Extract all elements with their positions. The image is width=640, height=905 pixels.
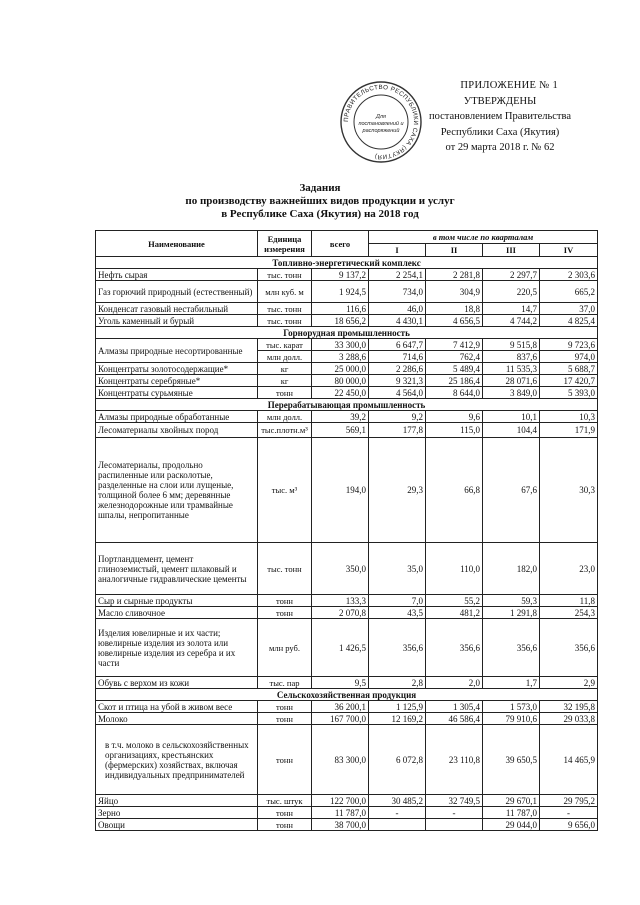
cell-name: Алмазы природные обработанные — [96, 411, 258, 423]
table-row — [96, 438, 598, 543]
cell-q1: 714,6 — [369, 351, 426, 363]
cell-q2: 46 586,4 — [426, 713, 483, 725]
table-row — [96, 281, 598, 303]
cell-q3: 356,6 — [483, 619, 540, 677]
cell-unit: тыс. тонн — [258, 269, 312, 281]
cell-unit: млн долл. — [258, 411, 312, 423]
cell-name: Зерно — [96, 807, 258, 819]
table-row — [96, 303, 598, 315]
table-row — [96, 339, 598, 351]
cell-unit: кг — [258, 375, 312, 387]
cell-name: Масло сливочное — [96, 607, 258, 619]
cell-total: 25 000,0 — [312, 363, 369, 375]
cell-q2: 9,6 — [426, 411, 483, 423]
cell-total: 22 450,0 — [312, 387, 369, 399]
cell-total: 350,0 — [312, 543, 369, 595]
cell-q4: 32 195,8 — [540, 701, 598, 713]
cell-total: 1 924,5 — [312, 281, 369, 303]
cell-q3: 28 071,6 — [483, 375, 540, 387]
cell-q4: 254,3 — [540, 607, 598, 619]
approval-line-3: от 29 марта 2018 г. № 62 — [445, 142, 555, 153]
section-row — [96, 399, 598, 411]
cell-q2: 5 489,4 — [426, 363, 483, 375]
cell-q4: 356,6 — [540, 619, 598, 677]
table-row — [96, 619, 598, 677]
cell-unit: тыс. м³ — [258, 438, 312, 543]
approved-label: УТВЕРЖДЕНЫ — [463, 95, 537, 107]
cell-q4: 974,0 — [540, 351, 598, 363]
cell-unit: млн куб. м — [258, 281, 312, 303]
heading-subtitle-1: по производству важнейших видов продукции и услуг — [185, 195, 455, 207]
cell-total: 83 300,0 — [312, 725, 369, 795]
cell-q3: 4 744,2 — [483, 315, 540, 327]
cell-q2: 32 749,5 — [426, 795, 483, 807]
cell-name: Газ горючий природный (естественный) — [96, 281, 258, 303]
cell-q4: 2,9 — [540, 677, 598, 689]
cell-name: Молоко — [96, 713, 258, 725]
cell-name: Портландцемент, цемент глиноземистый, цемент шлаковый и аналогичные гидравлические цементы — [96, 543, 258, 595]
cell-q2: 4 656,5 — [426, 315, 483, 327]
cell-q4: 9 723,6 — [540, 339, 598, 351]
cell-unit: млн долл. — [258, 351, 312, 363]
table-body — [96, 257, 598, 831]
cell-unit: тыс. тонн — [258, 543, 312, 595]
cell-q4: 4 825,4 — [540, 315, 598, 327]
cell-unit: млн руб. — [258, 619, 312, 677]
table-header — [96, 231, 598, 257]
table-row — [96, 269, 598, 281]
cell-unit: тыс. карат — [258, 339, 312, 351]
cell-q3: 11 787,0 — [483, 807, 540, 819]
cell-q4: 9 656,0 — [540, 819, 598, 831]
cell-q1: 734,0 — [369, 281, 426, 303]
cell-unit: тонн — [258, 387, 312, 399]
cell-q1 — [369, 819, 426, 831]
cell-name: Конденсат газовый нестабильный — [96, 303, 258, 315]
header-q4: IV — [540, 244, 598, 257]
cell-name: Концентраты сурьмяные — [96, 387, 258, 399]
cell-q2: 66,8 — [426, 438, 483, 543]
cell-name: Лесоматериалы хвойных пород — [96, 423, 258, 438]
cell-unit: тонн — [258, 725, 312, 795]
cell-total: 9,5 — [312, 677, 369, 689]
table-row — [96, 411, 598, 423]
cell-q3: 29 044,0 — [483, 819, 540, 831]
cell-q2: 2 281,8 — [426, 269, 483, 281]
cell-q4: 29 033,8 — [540, 713, 598, 725]
cell-q3: 1 291,8 — [483, 607, 540, 619]
table-row — [96, 387, 598, 399]
table-row — [96, 701, 598, 713]
cell-total: 80 000,0 — [312, 375, 369, 387]
cell-name: Яйцо — [96, 795, 258, 807]
cell-total: 38 700,0 — [312, 819, 369, 831]
cell-unit: тонн — [258, 701, 312, 713]
cell-q3: 10,1 — [483, 411, 540, 423]
cell-total: 122 700,0 — [312, 795, 369, 807]
cell-q3: 14,7 — [483, 303, 540, 315]
cell-q2: 110,0 — [426, 543, 483, 595]
cell-q4: 37,0 — [540, 303, 598, 315]
cell-q1: 6 072,8 — [369, 725, 426, 795]
cell-q1: 7,0 — [369, 595, 426, 607]
cell-total: 133,3 — [312, 595, 369, 607]
cell-q3: 79 910,6 — [483, 713, 540, 725]
production-targets-table — [95, 230, 598, 831]
cell-q1: 2,8 — [369, 677, 426, 689]
cell-name: Обувь с верхом из кожи — [96, 677, 258, 689]
cell-q1: 46,0 — [369, 303, 426, 315]
cell-name: Нефть сырая — [96, 269, 258, 281]
approval-line-1: постановлением Правительства — [428, 111, 571, 122]
header-q2: II — [426, 244, 483, 257]
header-total: всего — [312, 231, 369, 257]
cell-total: 3 288,6 — [312, 351, 369, 363]
document-heading — [0, 182, 640, 221]
cell-q3: 220,5 — [483, 281, 540, 303]
section-row — [96, 257, 598, 269]
cell-q3: 104,4 — [483, 423, 540, 438]
cell-q1: 2 286,6 — [369, 363, 426, 375]
cell-q4: 5 688,7 — [540, 363, 598, 375]
svg-text:ПРАВИТЕЛЬСТВО РЕСПУБЛИКИ САХА: ПРАВИТЕЛЬСТВО РЕСПУБЛИКИ САХА (ЯКУТИЯ) — [342, 83, 420, 161]
heading-subtitle-2: в Республике Саха (Якутия) на 2018 год — [221, 208, 419, 220]
cell-q4: 2 303,6 — [540, 269, 598, 281]
cell-q3: 59,3 — [483, 595, 540, 607]
header-q1: I — [369, 244, 426, 257]
cell-q3: 1,7 — [483, 677, 540, 689]
cell-q4: 11,8 — [540, 595, 598, 607]
cell-q3: 29 670,1 — [483, 795, 540, 807]
cell-q4: 5 393,0 — [540, 387, 598, 399]
cell-unit: тонн — [258, 819, 312, 831]
cell-name: Концентраты серебряные* — [96, 375, 258, 387]
cell-q2: 18,8 — [426, 303, 483, 315]
table-row — [96, 677, 598, 689]
cell-unit: тыс. тонн — [258, 303, 312, 315]
cell-total: 569,1 — [312, 423, 369, 438]
cell-q1: 6 647,7 — [369, 339, 426, 351]
cell-q3: 837,6 — [483, 351, 540, 363]
header-unit: Единица измерения — [258, 231, 312, 257]
cell-q4: 17 420,7 — [540, 375, 598, 387]
header-name: Наименование — [96, 231, 258, 257]
section-title: Топливно-энергетический комплекс — [96, 257, 598, 269]
cell-total: 36 200,1 — [312, 701, 369, 713]
cell-unit: тонн — [258, 607, 312, 619]
cell-name: Скот и птица на убой в живом весе — [96, 701, 258, 713]
cell-q3: 2 297,7 — [483, 269, 540, 281]
cell-q4: 29 795,2 — [540, 795, 598, 807]
cell-q2: 115,0 — [426, 423, 483, 438]
approval-block — [400, 78, 600, 156]
cell-q1: 29,3 — [369, 438, 426, 543]
cell-q2: 8 644,0 — [426, 387, 483, 399]
cell-q4: 10,3 — [540, 411, 598, 423]
cell-q3: 182,0 — [483, 543, 540, 595]
cell-total: 2 070,8 — [312, 607, 369, 619]
cell-q3: 67,6 — [483, 438, 540, 543]
cell-q4: 30,3 — [540, 438, 598, 543]
cell-total: 194,0 — [312, 438, 369, 543]
cell-unit: тыс. штук — [258, 795, 312, 807]
cell-q2: 2,0 — [426, 677, 483, 689]
cell-q2: 481,2 — [426, 607, 483, 619]
table-row — [96, 819, 598, 831]
svg-text:постановлений и: постановлений и — [358, 121, 404, 127]
cell-q1: 4 564,0 — [369, 387, 426, 399]
cell-total: 1 426,5 — [312, 619, 369, 677]
section-title: Сельскохозяйственная продукция — [96, 689, 598, 701]
cell-total: 39,2 — [312, 411, 369, 423]
cell-unit: тыс. пар — [258, 677, 312, 689]
cell-total: 33 300,0 — [312, 339, 369, 351]
cell-q3: 9 515,8 — [483, 339, 540, 351]
table-row — [96, 375, 598, 387]
appendix-label: ПРИЛОЖЕНИЕ № 1 — [460, 80, 558, 91]
cell-name: в т.ч. молоко в сельскохозяйственных организациях, крестьянских (фермерских) хозяйствах, включая индивидуальных предпринимателей — [96, 725, 258, 795]
cell-q1: 9 321,3 — [369, 375, 426, 387]
cell-total: 167 700,0 — [312, 713, 369, 725]
cell-q1: 12 169,2 — [369, 713, 426, 725]
cell-total: 116,6 — [312, 303, 369, 315]
cell-name: Изделия ювелирные и их части; ювелирные изделия из золота или ювелирные изделия из серебра и их части — [96, 619, 258, 677]
section-row — [96, 327, 598, 339]
cell-q4: 14 465,9 — [540, 725, 598, 795]
cell-unit: кг — [258, 363, 312, 375]
svg-text:распоряжений: распоряжений — [362, 128, 400, 134]
cell-q1: 356,6 — [369, 619, 426, 677]
cell-name: Алмазы природные несортированные — [96, 339, 258, 363]
section-row — [96, 689, 598, 701]
table-row — [96, 595, 598, 607]
cell-q4: 171,9 — [540, 423, 598, 438]
cell-total: 9 137,2 — [312, 269, 369, 281]
cell-q2: 1 305,4 — [426, 701, 483, 713]
cell-unit: тонн — [258, 713, 312, 725]
cell-q2: 23 110,8 — [426, 725, 483, 795]
section-title: Перерабатывающая промышленность — [96, 399, 598, 411]
cell-q1: 1 125,9 — [369, 701, 426, 713]
cell-q3: 3 849,0 — [483, 387, 540, 399]
cell-q3: 11 535,3 — [483, 363, 540, 375]
table-row — [96, 423, 598, 438]
cell-q3: 39 650,5 — [483, 725, 540, 795]
cell-q1: - — [369, 807, 426, 819]
table-row — [96, 315, 598, 327]
cell-q4: 23,0 — [540, 543, 598, 595]
cell-unit: тыс. тонн — [258, 315, 312, 327]
header-q3: III — [483, 244, 540, 257]
cell-q1: 9,2 — [369, 411, 426, 423]
cell-q2: 7 412,9 — [426, 339, 483, 351]
cell-q2: 304,9 — [426, 281, 483, 303]
cell-name: Уголь каменный и бурый — [96, 315, 258, 327]
table-row — [96, 363, 598, 375]
cell-unit: тонн — [258, 595, 312, 607]
cell-name: Концентраты золотосодержащие* — [96, 363, 258, 375]
header-quarters-group: в том числе по кварталам — [369, 231, 598, 244]
cell-q4: - — [540, 807, 598, 819]
table-row — [96, 807, 598, 819]
heading-title: Задания — [299, 182, 341, 194]
svg-text:Для: Для — [376, 114, 386, 120]
table-row — [96, 607, 598, 619]
table-row — [96, 725, 598, 795]
cell-unit: тыс.плотн.м³ — [258, 423, 312, 438]
cell-q1: 177,8 — [369, 423, 426, 438]
table-row — [96, 713, 598, 725]
cell-q2: - — [426, 807, 483, 819]
cell-q2: 55,2 — [426, 595, 483, 607]
cell-q2: 762,4 — [426, 351, 483, 363]
table-row — [96, 543, 598, 595]
approval-line-2: Республики Саха (Якутия) — [440, 126, 560, 138]
cell-name: Сыр и сырные продукты — [96, 595, 258, 607]
cell-q2 — [426, 819, 483, 831]
cell-name: Лесоматериалы, продольно распиленные или расколотые, разделенные на слои или лущеные, толщиной более 6 мм; деревянные железнодорожные или трамвайные шпалы, непропитанные — [96, 438, 258, 543]
table-row — [96, 795, 598, 807]
cell-total: 11 787,0 — [312, 807, 369, 819]
cell-unit: тонн — [258, 807, 312, 819]
cell-q1: 2 254,1 — [369, 269, 426, 281]
cell-q1: 30 485,2 — [369, 795, 426, 807]
cell-q2: 356,6 — [426, 619, 483, 677]
cell-q2: 25 186,4 — [426, 375, 483, 387]
section-title: Горнорудная промышленность — [96, 327, 598, 339]
cell-name: Овощи — [96, 819, 258, 831]
cell-q1: 35,0 — [369, 543, 426, 595]
cell-q1: 43,5 — [369, 607, 426, 619]
cell-q1: 4 430,1 — [369, 315, 426, 327]
cell-total: 18 656,2 — [312, 315, 369, 327]
cell-q3: 1 573,0 — [483, 701, 540, 713]
cell-q4: 665,2 — [540, 281, 598, 303]
